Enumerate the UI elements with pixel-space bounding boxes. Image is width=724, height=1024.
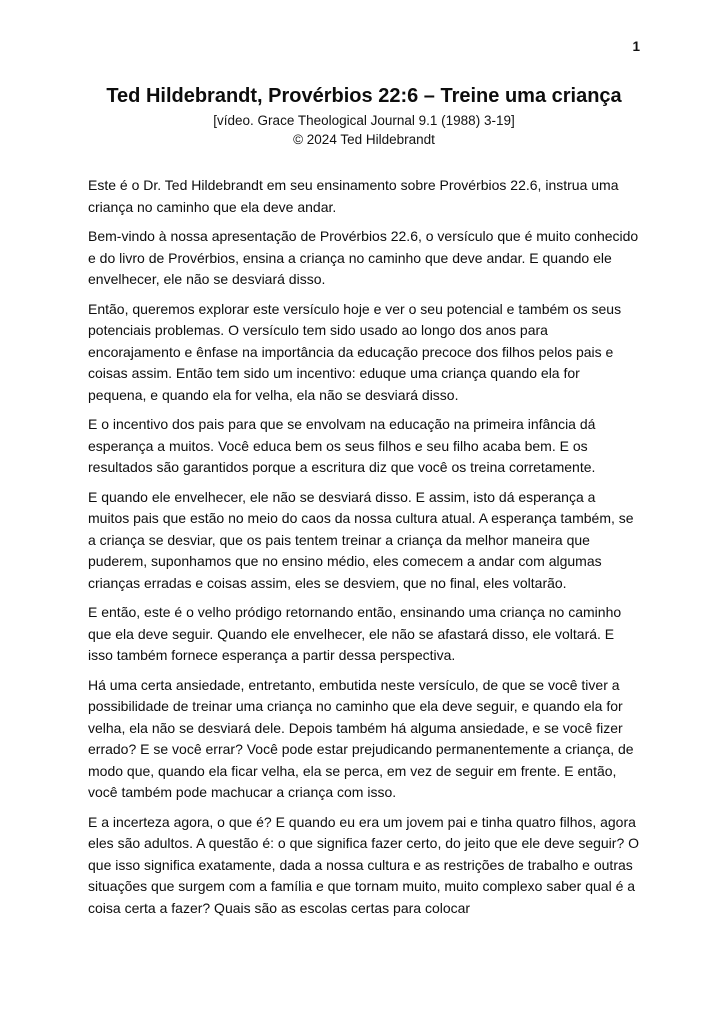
paragraph: E o incentivo dos pais para que se envolvam na educação na primeira infância dá esperança a muitos. Você educa bem os seus filhos e seu filho acaba bem. E os resultados são garantidos porque a escritura diz que você os treina corretamente. xyxy=(88,416,596,475)
copyright-line: © 2024 Ted Hildebrandt xyxy=(293,132,435,147)
document-subtitle: [vídeo. Grace Theological Journal 9.1 (1988) 3-19] xyxy=(213,113,515,128)
paragraph: Há uma certa ansiedade, entretanto, embutida neste versículo, de que se você tiver a possibilidade de treinar uma criança no caminho que ela deve seguir, e quando ela for velha, ela não se desviará dele. Depois também há alguma ansiedade, e se você fizer errado? E se você errar? Você pode estar prejudicando permanentemente a criança, de modo que, quando ela ficar velha, ela se perca, em vez de seguir em frente. E então, você também pode machucar a criança com isso. xyxy=(88,676,634,800)
paragraph: E quando ele envelhecer, ele não se desviará disso. E assim, isto dá esperança a muitos pais que estão no meio do caos da nossa cultura atual. A esperança também, se a criança se desviar, que os pais tentem treinar a criança da melhor maneira que puderem, suponhamos que no ensino médio, eles comecem a andar com algumas crianças erradas e coisas assim, eles se desviem, que no final, eles voltarão. xyxy=(88,488,634,591)
document-body xyxy=(88,175,640,919)
paragraph: Este é o Dr. Ted Hildebrandt em seu ensinamento sobre Provérbios 22.6, instrua uma criança no caminho que ela deve andar. xyxy=(88,177,619,215)
paragraph: Então, queremos explorar este versículo hoje e ver o seu potencial e também os seus potenciais problemas. O versículo tem sido usado ao longo dos anos para encorajamento e ênfase na importância da educação precoce dos filhos pelos pais e coisas assim. Então tem sido um incentivo: eduque uma criança quando ela for pequena, e quando ela for velha, ela não se desviará disso. xyxy=(88,300,622,403)
paragraph: Bem-vindo à nossa apresentação de Provérbios 22.6, o versículo que é muito conhecido e do livro de Provérbios, ensina a criança no caminho que deve andar. E quando ele envelhecer, ele não se desviará disso. xyxy=(88,228,639,287)
page-number: 1 xyxy=(632,39,640,54)
paragraph: E a incerteza agora, o que é? E quando eu era um jovem pai e tinha quatro filhos, agora eles são adultos. A questão é: o que significa fazer certo, do jeito que ele deve seguir? O que isso significa exatamente, dada a nossa cultura e as restrições de trabalho e outras situações que surgem com a família e que tornam muito, muito complexo saber qual é a coisa certa a fazer? Quais são as escolas certas para colocar xyxy=(88,813,640,916)
document-title: Ted Hildebrandt, Provérbios 22:6 – Treine uma criança xyxy=(106,85,622,107)
paragraph: E então, este é o velho pródigo retornando então, ensinando uma criança no caminho que ela deve seguir. Quando ele envelhecer, ele não se afastará disso, ele voltará. E isso também fornece esperança a partir dessa perspectiva. xyxy=(88,604,622,663)
